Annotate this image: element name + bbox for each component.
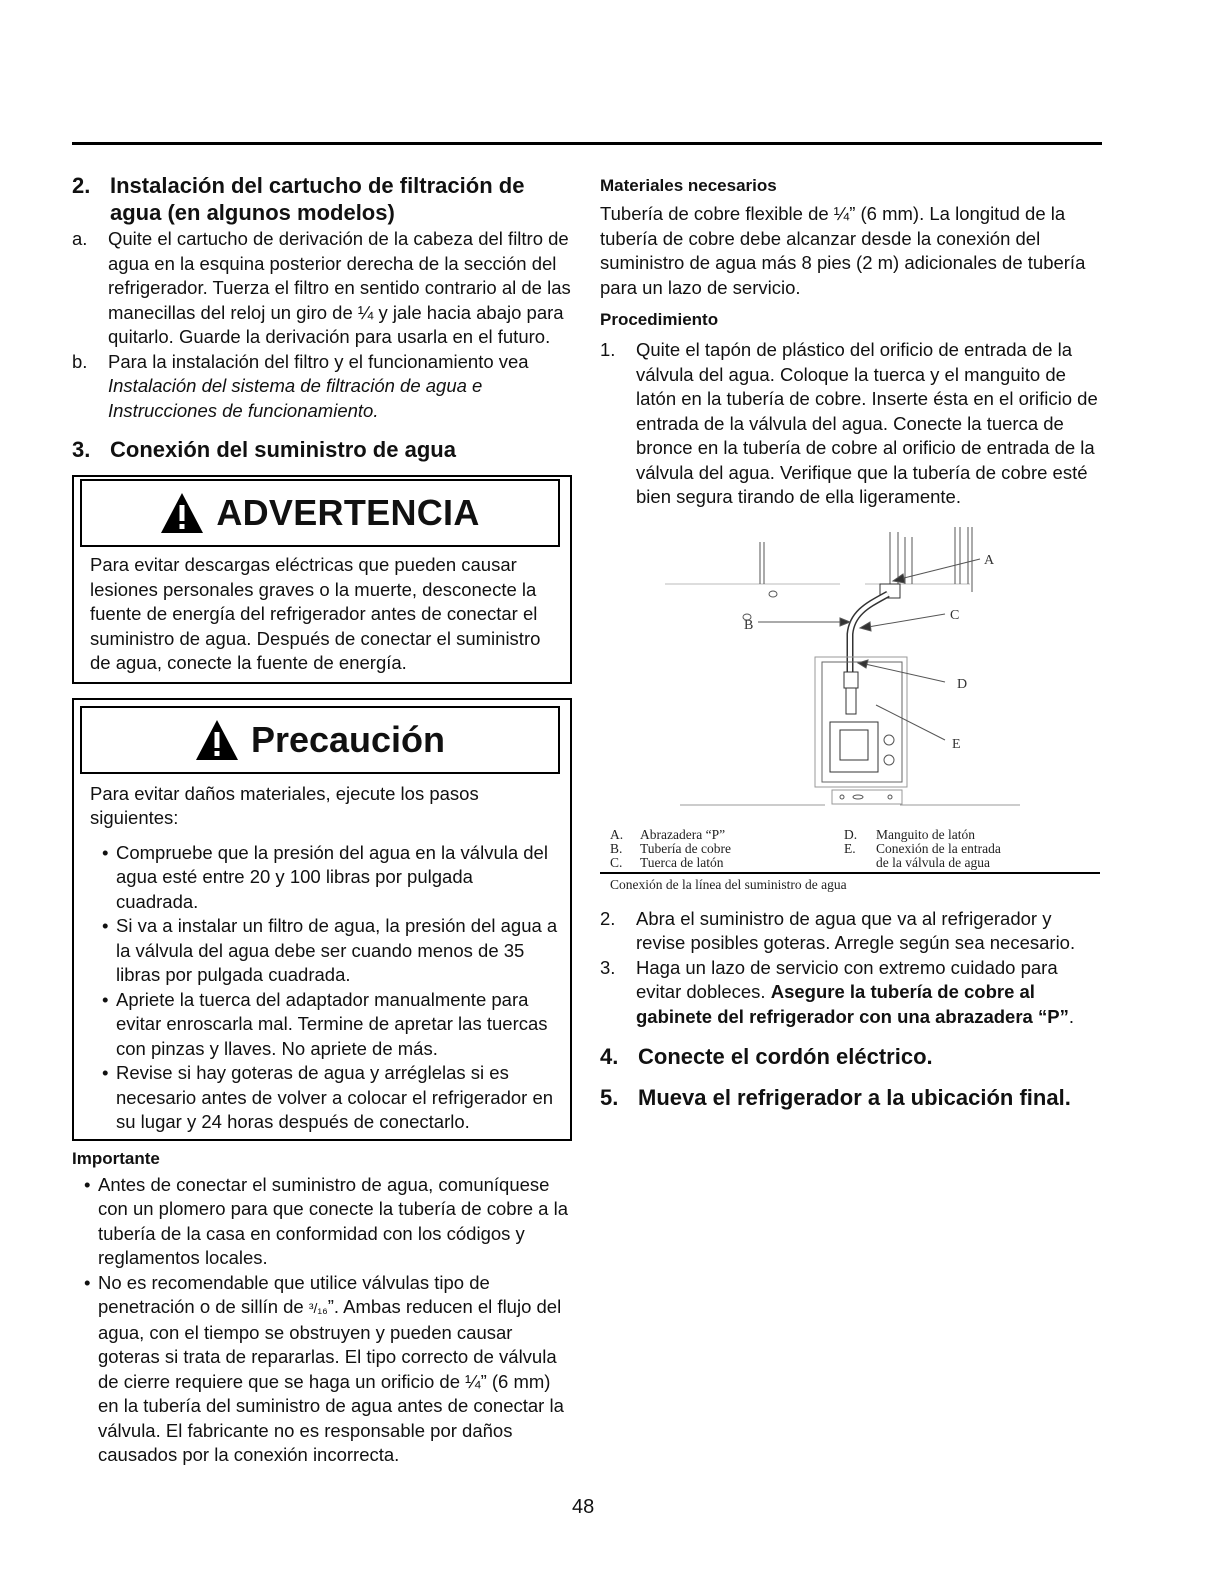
caption-rule: [600, 872, 1100, 874]
materials-text: Tubería de cobre flexible de ¼” (6 mm). La longitud de la tubería de cobre debe alcanzar desde la conexión del suministro de agua más 8 pies (2 m) adicionales de tubería para un lazo de servicio.: [600, 203, 1086, 298]
important-heading: Importante: [72, 1148, 160, 1168]
section-5-heading: 5. Mueva el refrigerador a la ubicación final.: [600, 1085, 1071, 1110]
header-rule: [72, 142, 1102, 145]
important-list: [72, 1173, 572, 1468]
warning-title: ADVERTENCIA: [216, 492, 480, 533]
caution-title: Precaución: [250, 718, 446, 760]
left-column: [72, 172, 572, 1468]
important-bullet: • Antes de conectar el suministro de agua, comuníquese con un plomero para que conecte la tubería de cobre a la tubería de la casa en conformidad con los códigos y reglamentos locales.: [84, 1173, 569, 1268]
caution-bullet: • Apriete la tuerca del adaptador manualmente para evitar enroscarla mal. Termine de apretar las tuercas con pinzas y llaves. No apriete de más.: [102, 988, 548, 1059]
step-b-italic: Instalación del sistema de filtración de agua e Instrucciones de funcionamiento.: [108, 375, 483, 421]
section-3-heading: 3. Conexión del suministro de agua: [72, 437, 456, 462]
figure-label-c: C: [950, 607, 960, 623]
step-b: b. Para la instalación del filtro y el funcionamiento vea Instalación del sistema de filtración de agua e Instrucciones de funcionamiento.: [72, 350, 529, 421]
caution-box: [72, 698, 572, 1141]
figure-label-b: B: [744, 617, 754, 633]
right-column: [600, 172, 1100, 1111]
figure-label-e: E: [952, 736, 961, 752]
figure-label-a: A: [984, 552, 995, 568]
step-a: a. Quite el cartucho de derivación de la cabeza del filtro de agua en la esquina posterior derecha de la sección del refrigerador. Tuerza el filtro en sentido contrario al de las manecillas del reloj un giro de ¼ y jale hacia abajo para quitarlo. Guarde la derivación para usarla en el futuro.: [72, 228, 571, 347]
procedure-step-1: 1. Quite el tapón de plástico del orificio de entrada de la válvula del agua. Coloque la tuerca y el manguito de latón en la tubería de cobre. Inserte ésta en el orificio de entrada de la válvula del agua. Conecte la tuerca de bronce en la tubería de cobre al orificio de entrada de la válvula del agua. Verifique que la tubería de cobre esté bien segura tirando de ella ligeramente.: [600, 339, 1098, 507]
warning-triangle-icon: [160, 491, 204, 535]
procedure-step-2: 2. Abra el suministro de agua que va al refrigerador y revise posibles goteras. Arregle según sea necesario.: [600, 907, 1076, 953]
important-bullet: • No es recomendable que utilice válvulas tipo de penetración o de sillín de ³/₁₆”. Ambas reducen el flujo del agua, con el tiempo se obstruyen y pueden causar goteras si trata de repararlas. El tipo correcto de válvula de cierre requiere que se haga un orificio de ¼” (6 mm) en la tubería del suministro de agua antes de conectar la válvula. El fabricante no es responsable por daños causados por la conexión incorrecta.: [84, 1271, 564, 1465]
figure-legend: A. Abrazadera “P” D. Manguito de latón B. Tubería de cobre E. Conexión de la entrada C. Tuerca de latón de la válvula de agua: [610, 826, 1001, 870]
water-line-figure: [600, 522, 1100, 822]
caution-body: [74, 782, 570, 1139]
procedure-heading: Procedimiento: [600, 310, 719, 329]
warning-header: [80, 479, 560, 547]
page-number: 48: [572, 1496, 595, 1518]
section-2-heading: 2. Instalación del cartucho de filtración de agua (en algunos modelos): [72, 173, 525, 225]
procedure-step-3: 3. Haga un lazo de servicio con extremo cuidado para evitar dobleces. Asegure la tubería de cobre al gabinete del refrigerador con una abrazadera “P”.: [600, 956, 1074, 1027]
warning-text: Para evitar descargas eléctricas que pueden causar lesiones personales graves o la muerte, desconecte la fuente de energía del refrigerador antes de conectar el suministro de agua. Después de conectar el suministro de agua, conecte la fuente de energía.: [90, 554, 541, 673]
water-valve-diagram: [600, 522, 1100, 822]
warning-box: [72, 475, 572, 684]
caution-intro: Para evitar daños materiales, ejecute los pasos siguientes:: [90, 782, 479, 828]
fraction: ³/₁₆: [308, 1300, 328, 1316]
step-3-bold: Asegure la tubería de cobre al gabinete del refrigerador con una abrazadera “P”: [636, 981, 1069, 1027]
caution-bullet: • Si va a instalar un filtro de agua, la presión del agua a la válvula del agua debe ser cuando menos de 35 libras por pulgada cuadrada.: [102, 915, 558, 985]
caution-bullet: • Revise si hay goteras de agua y arréglelas si es necesario antes de volver a colocar el refrigerador en su lugar y 24 horas después de conectarlo.: [102, 1062, 554, 1132]
caution-header: [80, 706, 560, 774]
caution-triangle-icon: [195, 718, 239, 762]
figure-caption: Conexión de la línea del suministro de agua: [610, 876, 847, 892]
section-4-heading: 4. Conecte el cordón eléctrico.: [600, 1044, 933, 1069]
caution-bullet: • Compruebe que la presión del agua en la válvula del agua esté entre 20 y 100 libras por pulgada cuadrada.: [102, 841, 548, 912]
step-b-text: Para la instalación del filtro y el funcionamiento vea: [108, 350, 529, 372]
figure-label-d: D: [957, 676, 968, 692]
materials-heading: Materiales necesarios: [600, 176, 777, 195]
